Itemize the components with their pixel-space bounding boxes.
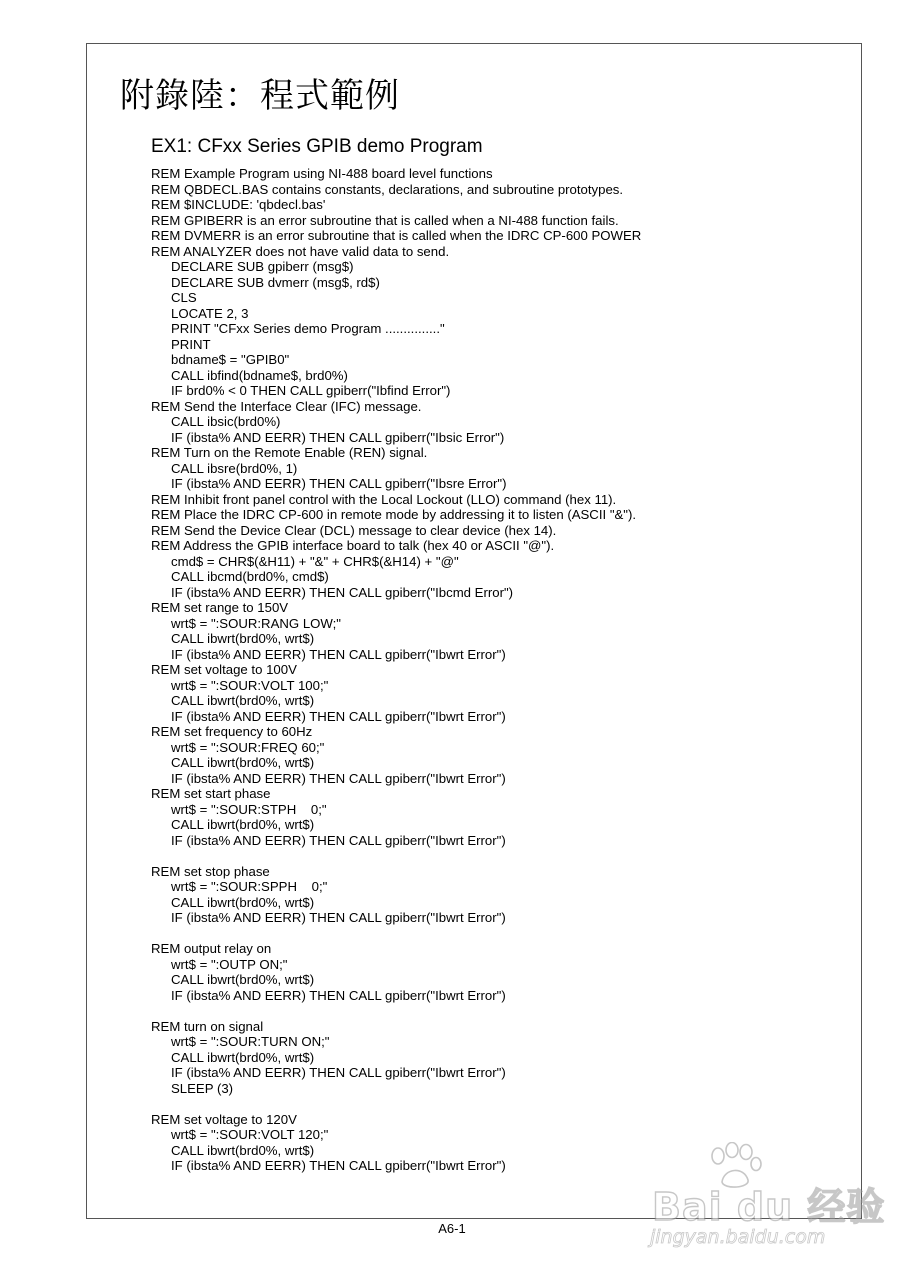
code-line: IF (ibsta% AND EERR) THEN CALL gpiberr("Ibwrt Error")	[171, 770, 506, 786]
watermark-brand: Bai du 经验	[652, 1185, 886, 1229]
code-line: DECLARE SUB gpiberr (msg$)	[171, 259, 354, 274]
code-line: REM set voltage to 120V	[151, 1111, 297, 1127]
code-line: REM set start phase	[151, 786, 271, 801]
code-line: REM Turn on the Remote Enable (REN) signal.	[151, 445, 428, 460]
code-line: PRINT "CFxx Series demo Program ..............."	[171, 321, 445, 336]
baidu-watermark	[640, 1142, 890, 1252]
code-line: PRINT	[171, 336, 211, 352]
code-line	[151, 1096, 851, 1112]
code-line: wrt$ = ":SOUR:RANG LOW;"	[171, 615, 341, 631]
code-line: REM set stop phase	[151, 863, 270, 879]
code-line: REM ANALYZER does not have valid data to send.	[151, 243, 450, 259]
code-line: wrt$ = ":SOUR:TURN ON;"	[171, 1034, 330, 1049]
code-line: REM Send the Device Clear (DCL) message to clear device (hex 14).	[151, 522, 557, 538]
page-number: A6-1	[438, 1221, 466, 1236]
code-line: CALL ibwrt(brd0%, wrt$)	[171, 894, 315, 910]
code-line: IF (ibsta% AND EERR) THEN CALL gpiberr("Ibcmd Error")	[171, 584, 514, 600]
code-line: REM Place the IDRC CP-600 in remote mode by addressing it to listen (ASCII "&").	[151, 507, 637, 522]
code-line: REM Inhibit front panel control with the Local Lockout (LLO) command (hex 11).	[151, 491, 617, 507]
code-line: CALL ibwrt(brd0%, wrt$)	[171, 755, 315, 770]
code-line: CALL ibwrt(brd0%, wrt$)	[171, 972, 315, 987]
code-line: wrt$ = ":SOUR:SPPH 0;"	[171, 879, 328, 894]
code-line: IF (ibsta% AND EERR) THEN CALL gpiberr("Ibwrt Error")	[171, 646, 506, 662]
example-heading: EX1: CFxx Series GPIB demo Program	[151, 136, 483, 157]
code-line: LOCATE 2, 3	[171, 305, 249, 321]
code-line: CALL ibwrt(brd0%, wrt$)	[171, 631, 315, 646]
code-line: CALL ibwrt(brd0%, wrt$)	[171, 1142, 315, 1158]
code-line: CALL ibfind(bdname$, brd0%)	[171, 367, 348, 383]
code-line: IF (ibsta% AND EERR) THEN CALL gpiberr("Ibsic Error")	[171, 429, 505, 445]
code-line: CALL ibwrt(brd0%, wrt$)	[171, 693, 315, 708]
page-title: 附錄陸：程式範例	[120, 76, 400, 116]
code-line	[151, 926, 851, 942]
code-line	[151, 1003, 851, 1019]
code-line: CALL ibsre(brd0%, 1)	[171, 460, 298, 476]
code-line: IF (ibsta% AND EERR) THEN CALL gpiberr("Ibwrt Error")	[171, 910, 506, 925]
code-line: CALL ibcmd(brd0%, cmd$)	[171, 569, 329, 584]
code-line: REM set voltage to 100V	[151, 662, 297, 677]
code-line: bdname$ = "GPIB0"	[171, 352, 290, 367]
code-line: IF (ibsta% AND EERR) THEN CALL gpiberr("Ibsre Error")	[171, 476, 507, 491]
code-line: CLS	[171, 290, 197, 305]
code-line: wrt$ = ":SOUR:VOLT 100;"	[171, 677, 329, 693]
code-line: CALL ibwrt(brd0%, wrt$)	[171, 817, 315, 832]
code-line: REM set range to 150V	[151, 600, 289, 615]
code-listing	[151, 166, 851, 1174]
code-line: IF (ibsta% AND EERR) THEN CALL gpiberr("Ibwrt Error")	[171, 1158, 506, 1173]
code-line: CALL ibsic(brd0%)	[171, 414, 281, 429]
code-line: IF brd0% < 0 THEN CALL gpiberr("Ibfind Error")	[171, 383, 451, 398]
code-line: DECLARE SUB dvmerr (msg$, rd$)	[171, 274, 380, 290]
code-line: REM Address the GPIB interface board to talk (hex 40 or ASCII "@").	[151, 538, 555, 553]
watermark-url: jingyan.baidu.com	[650, 1226, 826, 1248]
code-line: SLEEP (3)	[171, 1080, 234, 1096]
code-line: REM turn on signal	[151, 1018, 264, 1034]
code-line: wrt$ = ":SOUR:VOLT 120;"	[171, 1127, 329, 1142]
code-line: REM Example Program using NI-488 board level functions	[151, 166, 493, 181]
code-line: wrt$ = ":SOUR:FREQ 60;"	[171, 739, 325, 755]
code-line: IF (ibsta% AND EERR) THEN CALL gpiberr("Ibwrt Error")	[171, 708, 506, 724]
code-line	[151, 848, 851, 864]
code-line: REM Send the Interface Clear (IFC) message.	[151, 398, 422, 414]
code-line: REM GPIBERR is an error subroutine that is called when a NI-488 function fails.	[151, 212, 619, 228]
code-line: REM QBDECL.BAS contains constants, declarations, and subroutine prototypes.	[151, 181, 624, 197]
code-line: REM set frequency to 60Hz	[151, 724, 313, 739]
code-line: IF (ibsta% AND EERR) THEN CALL gpiberr("Ibwrt Error")	[171, 987, 506, 1003]
code-line: wrt$ = ":SOUR:STPH 0;"	[171, 801, 327, 817]
code-line: wrt$ = ":OUTP ON;"	[171, 956, 288, 972]
code-line: REM $INCLUDE: 'qbdecl.bas'	[151, 197, 326, 212]
code-line: REM output relay on	[151, 941, 272, 956]
code-line: cmd$ = CHR$(&H11) + "&" + CHR$(&H14) + "@"	[171, 553, 459, 569]
code-line: REM DVMERR is an error subroutine that is called when the IDRC CP-600 POWER	[151, 228, 642, 243]
code-line: CALL ibwrt(brd0%, wrt$)	[171, 1049, 315, 1065]
code-line: IF (ibsta% AND EERR) THEN CALL gpiberr("Ibwrt Error")	[171, 832, 506, 848]
code-line: IF (ibsta% AND EERR) THEN CALL gpiberr("Ibwrt Error")	[171, 1065, 506, 1080]
